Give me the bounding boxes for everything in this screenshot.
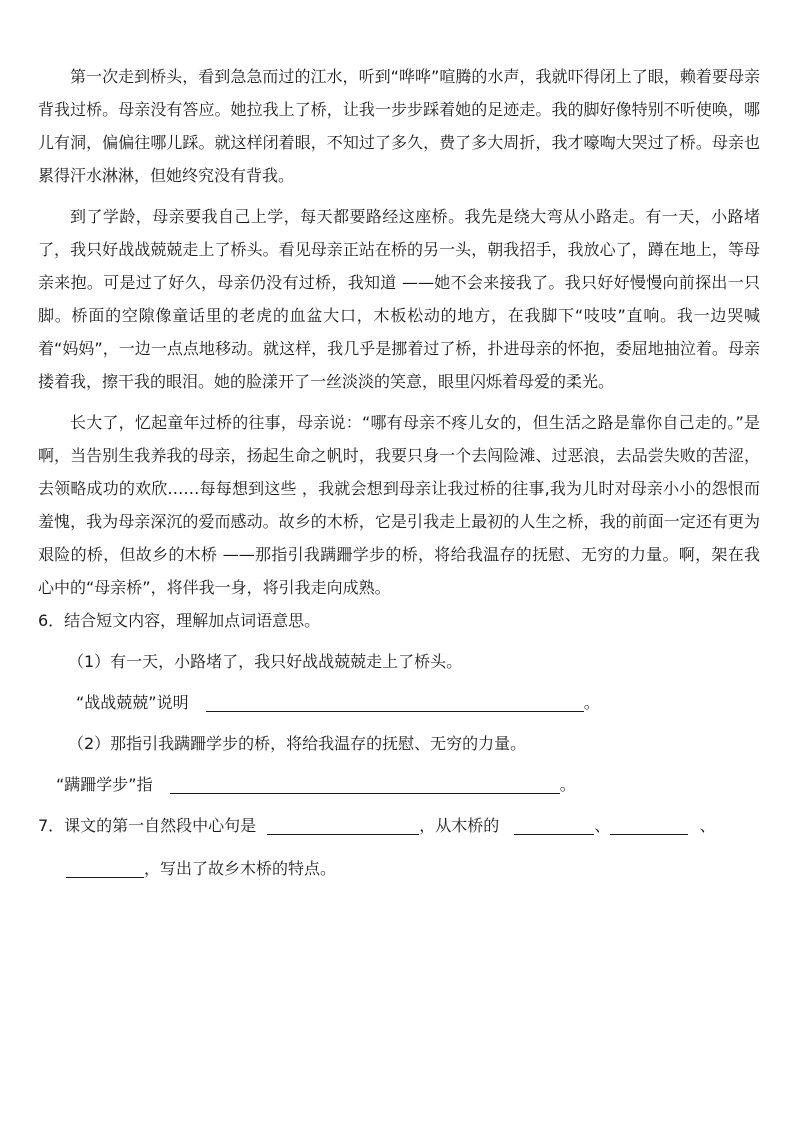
- fill-1-label: “战战兢兢”说明: [76, 693, 189, 712]
- question-6-sub-2: （2）那指引我蹒跚学步的桥，将给我温存的抚慰、无穷的力量。: [68, 734, 527, 753]
- fill-2-end: 。: [559, 775, 576, 794]
- answer-blank-1[interactable]: [206, 691, 584, 712]
- question-7-line-1: [38, 809, 760, 842]
- q7-part-1: 7．课文的第一自然段中心句是: [38, 816, 257, 835]
- question-6-stem: 6．结合短文内容，理解加点词语意思。: [38, 611, 321, 630]
- q7-sep-2: 、: [699, 816, 716, 835]
- fill-2-label: “蹒跚学步”指: [56, 775, 153, 794]
- question-6-fill-1: [76, 686, 760, 719]
- question-6-fill-2: [56, 768, 760, 801]
- question-6-sub-1: （1）有一天，小路堵了，我只好战战兢兢走上了桥头。: [68, 652, 463, 671]
- answer-blank-6[interactable]: [66, 857, 144, 878]
- answer-blank-2[interactable]: [170, 773, 560, 794]
- fill-1-end: 。: [583, 693, 600, 712]
- q7-part-3: ，写出了故乡木桥的特点。: [144, 859, 337, 878]
- q7-part-2: ，从木桥的: [419, 816, 500, 835]
- paragraph-2: 到了学龄，母亲要我自己上学，每天都要路经这座桥。我先是绕大弯从小路走。有一天，小路堵了，我只好战战兢兢走上了桥头。看见母亲正站在桥的另一头，朝我招手，我放心了，蹲在地上，等母亲来抱。可是过了好久，母亲仍没有过桥，我知道 ——她不会来接我了。我只好好慢慢向前探出一只脚。桥面的空隙像童话里的老虎的血盆大口，木板松动的地方，在我脚下“吱吱”直响。我一边哭喊着“妈妈”，一边一点点地移动。就这样，我几乎是挪着过了桥，扑进母亲的怀抱，委屈地抽泣着。母亲搂着我，擦干我的眼泪。她的脸漾开了一丝淡淡的笑意，眼里闪烁着母爱的柔光。: [38, 207, 760, 391]
- q7-sep-1: 、: [594, 816, 611, 835]
- answer-blank-3[interactable]: [267, 814, 419, 835]
- question-7-line-2: [66, 852, 760, 885]
- paragraph-3: 长大了，忆起童年过桥的往事，母亲说：“哪有母亲不疼儿女的，但生活之路是靠你自己走的。”是啊，当告别生我养我的母亲，扬起生命之帆时，我要只身一个去闯险滩、过恶浪，去品尝失败的苦涩，去领略成功的欢欣……每每想到这些 ，我就会想到母亲让我过桥的往事,我为儿时对母亲小小的怨恨而羞愧，我为母亲深沉的爱而感动。故乡的木桥，它是引我走上最初的人生之桥，我的前面一定还有更为艰险的桥，但故乡的木桥 ——那指引我蹒跚学步的桥，将给我温存的抚慰、无穷的力量。啊，架在我心中的“母亲桥”，将伴我一身，将引我走向成熟。: [38, 413, 760, 597]
- document-page: [38, 60, 760, 885]
- answer-blank-5[interactable]: [610, 814, 688, 835]
- answer-blank-4[interactable]: [514, 814, 594, 835]
- paragraph-1: 第一次走到桥头，看到急急而过的江水，听到“哗哗”喧腾的水声，我就吓得闭上了眼，赖着要母亲背我过桥。母亲没有答应。她拉我上了桥，让我一步步踩着她的足迹走。我的脚好像特别不听使唤，哪儿有洞，偏偏往哪儿踩。就这样闭着眼，不知过了多久，费了多大周折，我才嚎啕大哭过了桥。母亲也累得汗水淋淋，但她终究没有背我。: [38, 67, 760, 185]
